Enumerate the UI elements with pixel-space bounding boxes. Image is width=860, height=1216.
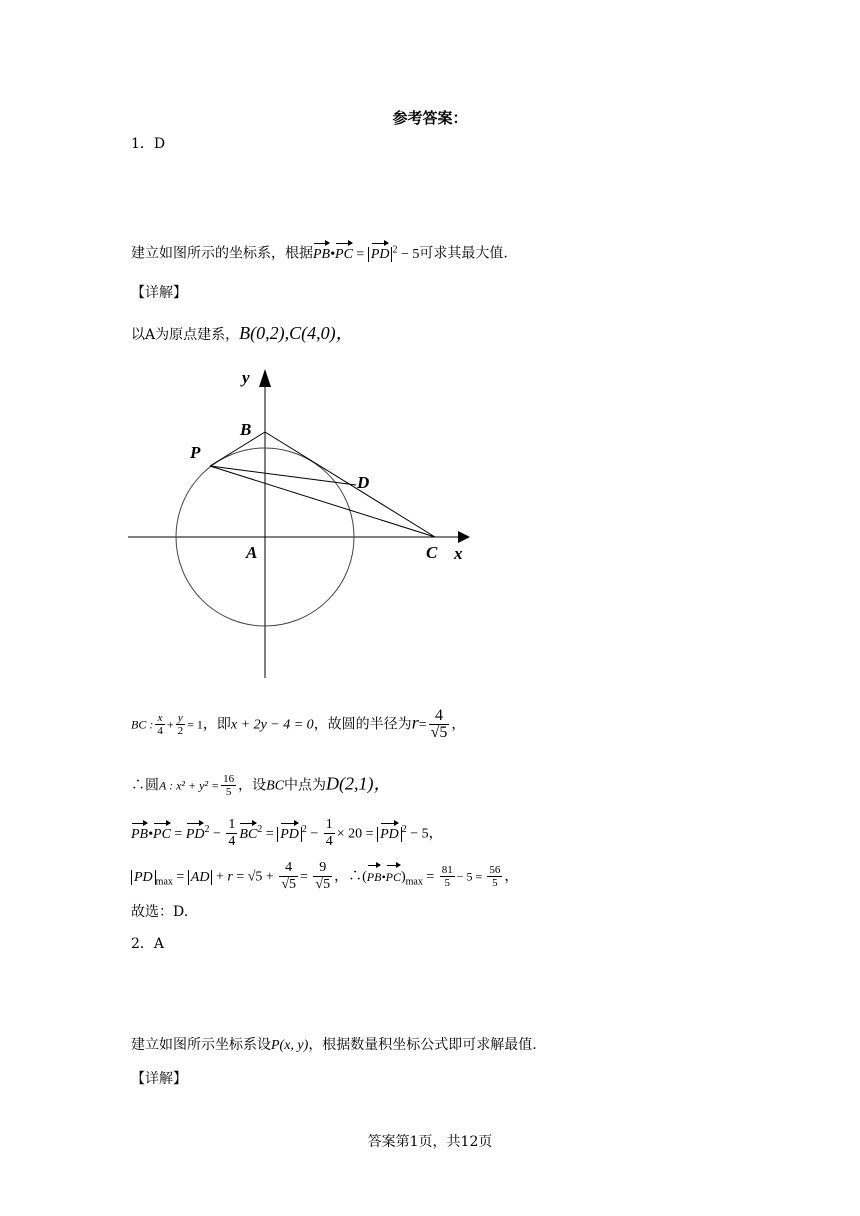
label-y: y: [242, 368, 250, 387]
q1-hint: [131, 240, 508, 265]
circle-prefix: ∴圆: [131, 777, 159, 794]
q2-hint-var: P(x, y): [271, 1038, 309, 1053]
label-x: x: [454, 544, 463, 563]
q1-answer: 1．D: [131, 136, 166, 152]
q1-conclusion: 故选：D.: [131, 904, 189, 920]
coordinate-figure: [128, 365, 473, 680]
q1-max-line: PD $_{max}$ = AD + r = √5 + $\frac{4}{√5}$ = $\frac{9}{√5}$ ，$\therefore(PB•PC)_{max}$ = $\frac{81}{5}$ − 5 = $\frac{56}{5}$ ，: [131, 860, 518, 893]
bc-prefix: BC :: [131, 717, 154, 732]
midpoint: D(2,1)，: [326, 773, 392, 794]
x-axis-arrow: [458, 531, 470, 543]
bc-radius-text: ，故圆的半径为: [313, 716, 412, 733]
q2-detail-label: 【详解】: [131, 1071, 187, 1087]
circle-eq: A : x² + y² =: [159, 778, 220, 793]
q1-hint-post: 可求其最大值.: [419, 245, 508, 262]
circle-mid: ，设: [238, 777, 267, 794]
q2-hint: [131, 1035, 537, 1056]
q1-circle-line: ∴圆A : x² + y² = $\frac{16}{5}$ ，设BC中点为D(2,1)，: [131, 773, 392, 798]
label-b: B: [240, 420, 252, 439]
q1-setup: [131, 323, 354, 345]
q2-answer: 2．A: [131, 936, 165, 952]
q2-hint-post: ，根据数量积坐标公式即可求解最值.: [308, 1037, 537, 1053]
page-title: 参考答案：: [392, 109, 468, 127]
q2-hint-pre: 建立如图所示坐标系设: [131, 1037, 271, 1053]
q1-dot-product-line: PB•PC = $PD^2$ − $\frac{1}{4}$ $BC^2$ = PD $^2$ − $\frac{1}{4}$ × 20 = PD $^2$ − 5，: [131, 817, 443, 849]
q1-setup-text: 以A为原点建系，: [131, 327, 240, 343]
q1-bc-line: BC : $\frac{x}{4}$ + $\frac{y}{2}$ = 1，即x + 2y − 4 = 0，故圆的半径为r= $\frac{4}{√5}$ ，: [131, 707, 466, 741]
q1-hint-formula: PB•PC = PD $^2$ − 5: [313, 247, 419, 262]
q1-setup-coords: B(0,2),C(4,0)，: [239, 323, 354, 343]
label-p: P: [190, 443, 201, 462]
bc-eq2: x + 2y − 4 = 0: [230, 717, 314, 733]
y-axis-arrow: [259, 369, 271, 387]
label-a: A: [246, 543, 258, 562]
label-d: D: [357, 473, 370, 492]
segment-pb: [210, 432, 265, 466]
segment-pd: [210, 466, 356, 485]
bc-mid: ，即: [202, 716, 231, 733]
midpoint-text: 中点为: [284, 777, 327, 794]
segment-pc: [210, 466, 435, 537]
label-c: C: [426, 543, 438, 562]
q1-detail-label: 【详解】: [131, 285, 187, 301]
q1-hint-pre: 建立如图所示的坐标系，根据: [131, 245, 313, 262]
page-footer: 答案第1页，共12页: [367, 1134, 493, 1150]
